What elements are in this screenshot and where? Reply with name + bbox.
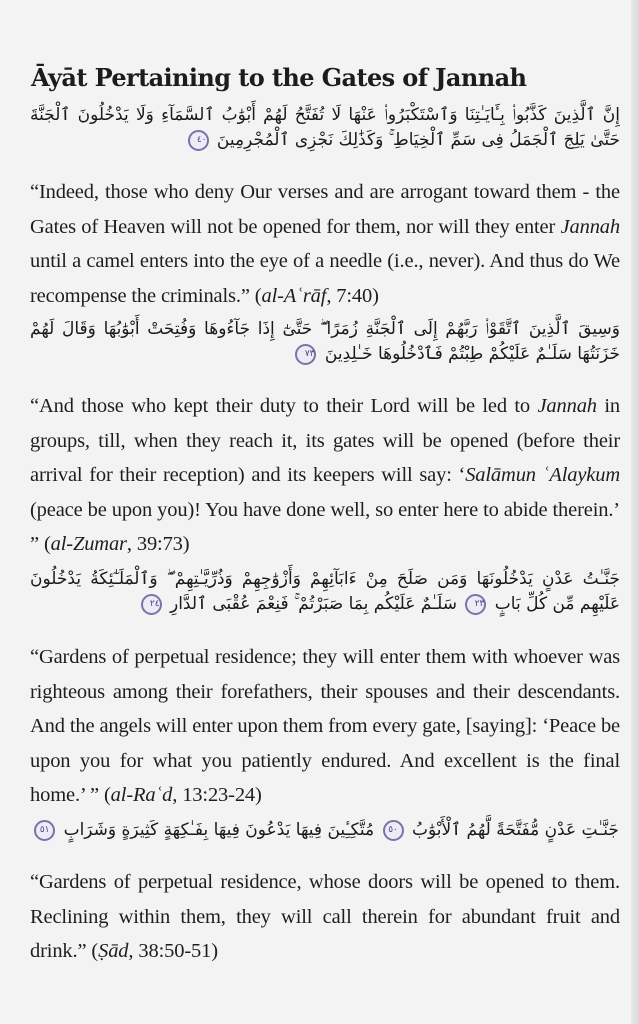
- arabic-verse-al-araf: [30, 103, 620, 153]
- ayah-number-marker: ٥٠: [383, 820, 404, 841]
- arabic-line: عَلَيْكُمْ طِبْتُمْ فَٱدْخُلُوهَا خَـٰلِدِينَ: [324, 344, 531, 364]
- arabic-line: سَلَـٰمٌ عَلَيْكُم بِمَا صَبَرْتُمْ ۚ فَنِعْمَ عُقْبَى ٱلدَّارِ: [169, 594, 457, 614]
- translation-al-rad: “Gardens of perpetual residence; they will enter them with whoever was righteous among their forefathers, their spouses and their descendants. And the angels will enter upon them from every gate, [saying]: ‘Peace be upon you for what you patiently endured. And excellent is the final home.’ ” (al-Raʿd, 13:23-24): [30, 646, 620, 806]
- translation-al-araf: “Indeed, those who deny Our verses and are arrogant toward them - the Gates of Heaven will not be opened for them, nor will they enter Jannah until a camel enters into the eye of a needle (i.e., never). And thus do We recompense the criminals.” (al-Aʿrāf, 7:40): [30, 181, 620, 307]
- arabic-verse-sad: [30, 818, 620, 843]
- arabic-verse-al-rad: [30, 567, 620, 617]
- translation-al-zumar: “And those who kept their duty to their Lord will be led to Jannah in groups, till, when they reach it, its gates will be opened (before their arrival for their reception) and its keepers will say: ‘Salāmun ʿAlaykum (peace be upon you)! You have done well, so enter here to abide therein.’ ” (al-Zumar, 39:73): [30, 395, 620, 555]
- verse-reference: (Ṣād, 38:50-51): [91, 940, 218, 962]
- arabic-line: جَنَّـٰتُ عَدْنٍ يَدْخُلُونَهَا وَمَن صَلَحَ مِنْ ءَابَآئِهِمْ وَأَزْوَٰجِهِمْ وَذُرِّيَّـٰتِهِمْ ۖ وَٱلْمَلَـٰٓئِكَةُ يَدْخُلُونَ عَلَيْهِم مِّن: [30, 569, 620, 614]
- arabic-line: إِنَّ ٱلَّذِينَ كَذَّبُوا۟ بِـَٔايَـٰتِنَا وَٱسْتَكْبَرُوا۟ عَنْهَا لَا تُفَتَّحُ لَهُمْ أَبْوَٰبُ ٱلسَّمَآءِ وَلَا يَدْخُلُونَ ٱلْجَنَّةَ حَتَّىٰ يَلِجَ: [30, 105, 620, 150]
- ayah-number-marker: ٢٣: [465, 594, 486, 615]
- arabic-line: وَسِيقَ ٱلَّذِينَ ٱتَّقَوْا۟ رَبَّهُمْ إِلَى ٱلْجَنَّةِ زُمَرًا ۖ حَتَّىٰٓ إِذَا جَآءُوهَا وَفُتِحَتْ أَبْوَٰبُهَا وَقَالَ لَهُمْ خَزَنَتُهَا سَلَـٰمٌ: [30, 319, 620, 364]
- verse-reference: (al-Aʿrāf, 7:40): [254, 284, 379, 307]
- arabic-line: جَنَّـٰتِ عَدْنٍ مُّفَتَّحَةً لَّهُمُ ٱلْأَبْوَٰبُ: [411, 820, 619, 840]
- arabic-verse-al-zumar: [30, 317, 620, 367]
- arabic-line: ٱلْجَمَلُ فِى سَمِّ ٱلْخِيَاطِ ۚ وَكَذَٰلِكَ نَجْزِى ٱلْمُجْرِمِينَ: [216, 130, 559, 150]
- ayah-number-marker: ٥١: [34, 820, 55, 841]
- verse-reference: (al-Zumar, 39:73): [43, 533, 190, 555]
- arabic-line: كُلِّ بَابٍ: [494, 594, 548, 614]
- section-title: Āyāt Pertaining to the Gates of Jannah: [31, 63, 527, 92]
- page-edge: [631, 0, 639, 1024]
- arabic-line: مُتَّكِـِٔينَ فِيهَا يَدْعُونَ فِيهَا بِفَـٰكِهَةٍ كَثِيرَةٍ وَشَرَابٍ: [63, 820, 375, 840]
- ayah-number-marker: ٤٠: [188, 130, 209, 151]
- verse-reference: (al-Raʿd, 13:23-24): [103, 784, 262, 806]
- ayah-number-marker: ٧٣: [295, 344, 316, 365]
- ayah-number-marker: ٢٤: [141, 594, 162, 615]
- translation-sad: “Gardens of perpetual residence, whose doors will be opened to them. Reclining within them, they will call therein for abundant fruit and drink.” (Ṣād, 38:50-51): [30, 871, 620, 962]
